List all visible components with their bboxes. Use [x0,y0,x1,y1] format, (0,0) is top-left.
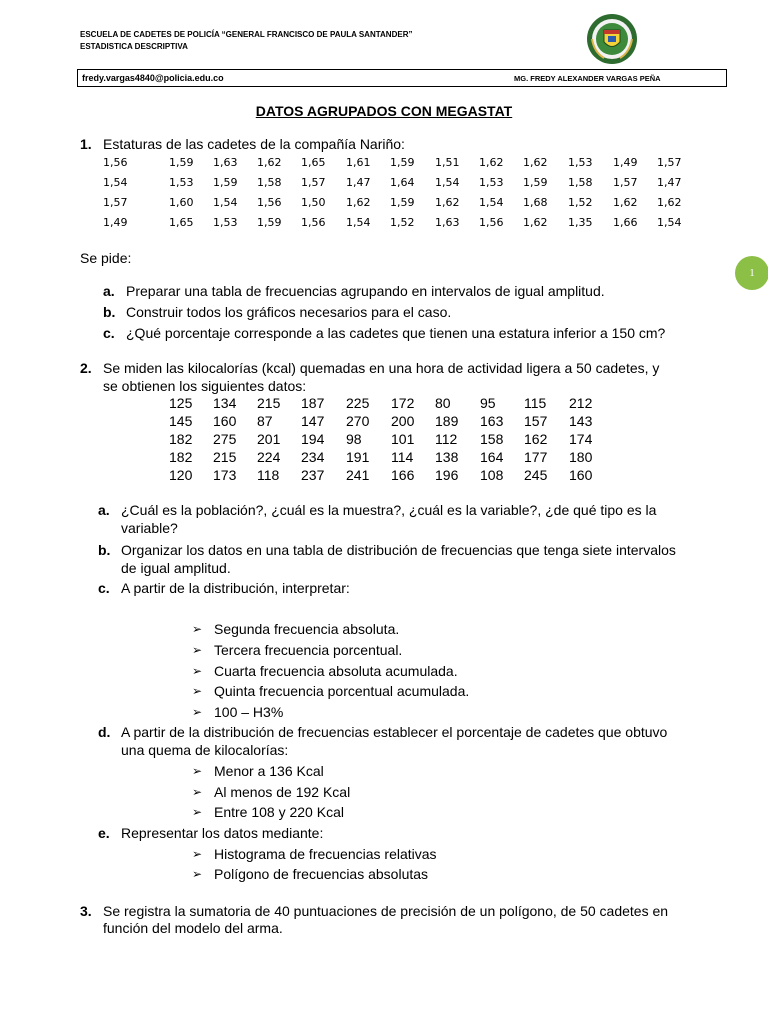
data-cell: 1,59 [257,216,282,229]
data-cell: 87 [257,413,273,429]
data-cell: 1,63 [213,156,238,169]
data-cell: 95 [480,395,496,411]
arrow-bullet-icon: ➢ [192,643,203,657]
ex2-item-b-line1: Organizar los datos en una tabla de distribución de frecuencias que tenga siete intervalos [121,542,676,558]
ex2-item-e-label: e. [98,825,110,841]
data-cell: 1,64 [390,176,415,189]
exercise-2-statement-line1: Se miden las kilocalorías (kcal) quemadas en una hora de actividad ligera a 50 cadetes, y [103,360,660,376]
data-cell: 1,62 [257,156,282,169]
data-cell: 196 [435,467,459,483]
data-cell: 1,65 [169,216,194,229]
data-cell: 1,53 [568,156,593,169]
data-cell: 1,59 [390,196,415,209]
data-cell: 1,62 [523,156,548,169]
data-cell: 1,56 [103,156,128,169]
data-cell: 180 [569,449,593,465]
contact-box [77,69,727,87]
data-cell: 1,58 [257,176,282,189]
data-cell: 234 [301,449,325,465]
data-cell: 182 [169,431,193,447]
ex2-c-bullet-2: Tercera frecuencia porcentual. [214,642,403,658]
data-cell: 112 [435,431,458,447]
data-cell: 1,60 [169,196,194,209]
data-cell: 163 [480,413,504,429]
data-cell: 1,61 [346,156,371,169]
data-cell: 1,51 [435,156,460,169]
ex2-item-b-label: b. [98,542,111,558]
data-cell: 1,54 [657,216,682,229]
data-cell: 80 [435,395,451,411]
data-cell: 174 [569,431,593,447]
exercise-1-statement: Estaturas de las cadetes de la compañía Nariño: [103,136,405,152]
school-name: ESCUELA DE CADETES DE POLICÍA “GENERAL FRANCISCO DE PAULA SANTANDER” [80,30,413,39]
data-cell: 1,62 [657,196,682,209]
data-cell: 1,53 [169,176,194,189]
data-cell: 215 [213,449,237,465]
data-cell: 158 [480,431,504,447]
ex2-item-c-label: c. [98,580,110,596]
data-cell: 1,57 [613,176,638,189]
arrow-bullet-icon: ➢ [192,664,203,678]
data-cell: 160 [213,413,237,429]
data-cell: 1,52 [390,216,415,229]
arrow-bullet-icon: ➢ [192,622,203,636]
data-cell: 1,62 [346,196,371,209]
data-cell: 194 [301,431,325,447]
data-cell: 143 [569,413,593,429]
ex2-e-bullet-1: Histograma de frecuencias relativas [214,846,437,862]
email-link[interactable]: fredy.vargas4840@policia.edu.co [82,73,224,83]
ex2-e-bullet-2: Polígono de frecuencias absolutas [214,866,429,882]
data-cell: 125 [169,395,193,411]
data-cell: 1,56 [479,216,504,229]
ex2-c-bullet-1: Segunda frecuencia absoluta. [214,621,400,637]
arrow-bullet-icon: ➢ [192,847,203,861]
data-cell: 1,54 [346,216,371,229]
police-seal-logo [584,12,640,66]
teacher-name: MG. FREDY ALEXANDER VARGAS PEÑA [514,74,661,83]
data-cell: 101 [391,431,415,447]
ex2-c-bullet-4: Quinta frecuencia porcentual acumulada. [214,683,470,699]
data-cell: 270 [346,413,370,429]
ex1-item-b-label: b. [103,304,116,320]
data-cell: 1,47 [657,176,682,189]
data-cell: 1,62 [479,156,504,169]
data-cell: 1,59 [523,176,548,189]
data-cell: 1,53 [479,176,504,189]
data-cell: 191 [346,449,370,465]
data-cell: 1,53 [213,216,238,229]
data-cell: 241 [346,467,370,483]
ex2-item-c-text: A partir de la distribución, interpretar: [121,580,350,596]
ex2-item-a-line1: ¿Cuál es la población?, ¿cuál es la muestra?, ¿cuál es la variable?, ¿de qué tipo es la [121,502,657,518]
data-cell: 1,35 [568,216,593,229]
arrow-bullet-icon: ➢ [192,785,203,799]
data-cell: 147 [301,413,325,429]
data-cell: 1,57 [657,156,682,169]
ex1-item-a-text: Preparar una tabla de frecuencias agrupando en intervalos de igual amplitud. [126,283,605,299]
data-cell: 1,62 [613,196,638,209]
ex2-item-d-line2: una quema de kilocalorías: [121,742,289,758]
data-cell: 1,62 [435,196,460,209]
exercise-2-statement-line2: se obtienen los siguientes datos: [103,378,307,394]
data-cell: 245 [524,467,548,483]
data-cell: 134 [213,395,237,411]
data-cell: 225 [346,395,370,411]
ex2-item-d-label: d. [98,724,111,740]
data-cell: 172 [391,395,415,411]
ex1-item-b-text: Construir todos los gráficos necesarios para el caso. [126,304,452,320]
data-cell: 1,49 [103,216,128,229]
data-cell: 1,59 [390,156,415,169]
data-cell: 1,50 [301,196,326,209]
ex2-c-bullet-3: Cuarta frecuencia absoluta acumulada. [214,663,458,679]
arrow-bullet-icon: ➢ [192,805,203,819]
data-cell: 1,66 [613,216,638,229]
data-cell: 177 [524,449,548,465]
data-cell: 1,68 [523,196,548,209]
data-cell: 1,65 [301,156,326,169]
data-cell: 1,54 [435,176,460,189]
data-cell: 1,52 [568,196,593,209]
ex1-item-a-label: a. [103,283,115,299]
exercise-3-line2: función del modelo del arma. [103,920,283,936]
ex2-d-bullet-1: Menor a 136 Kcal [214,763,324,779]
arrow-bullet-icon: ➢ [192,867,203,881]
data-cell: 145 [169,413,193,429]
ex2-d-bullet-2: Al menos de 192 Kcal [214,784,351,800]
data-cell: 138 [435,449,459,465]
arrow-bullet-icon: ➢ [192,684,203,698]
ex2-item-d-line1: A partir de la distribución de frecuencias establecer el porcentaje de cadetes que obtuvo [121,724,668,740]
data-cell: 118 [257,467,280,483]
exercise-1-number: 1. [80,136,92,152]
data-cell: 1,54 [479,196,504,209]
ex2-item-b-line2: de igual amplitud. [121,560,231,576]
exercise-2-number: 2. [80,360,92,376]
data-cell: 120 [169,467,193,483]
data-cell: 275 [213,431,237,447]
ex1-item-c-label: c. [103,325,115,341]
data-cell: 114 [391,449,414,465]
subject-name: ESTADISTICA DESCRIPTIVA [80,42,188,51]
data-cell: 201 [257,431,281,447]
data-cell: 115 [524,395,547,411]
data-cell: 1,54 [213,196,238,209]
exercise-3-number: 3. [80,903,92,919]
ex2-d-bullet-3: Entre 108 y 220 Kcal [214,804,344,820]
ex2-item-a-label: a. [98,502,110,518]
arrow-bullet-icon: ➢ [192,764,203,778]
page-title: DATOS AGRUPADOS CON MEGASTAT [255,103,513,119]
data-cell: 157 [524,413,548,429]
data-cell: 1,57 [301,176,326,189]
arrow-bullet-icon: ➢ [192,705,203,719]
data-cell: 1,59 [213,176,238,189]
data-cell: 1,63 [435,216,460,229]
page-number-badge: 1 [735,256,768,290]
data-cell: 162 [524,431,548,447]
data-cell: 166 [391,467,415,483]
data-cell: 1,56 [301,216,326,229]
data-cell: 182 [169,449,193,465]
data-cell: 1,47 [346,176,371,189]
data-cell: 98 [346,431,362,447]
data-cell: 173 [213,467,237,483]
data-cell: 1,59 [169,156,194,169]
data-cell: 108 [480,467,504,483]
data-cell: 212 [569,395,593,411]
exercise-3-line1: Se registra la sumatoria de 40 puntuaciones de precisión de un polígono, de 50 cadetes en [103,903,669,919]
ex2-item-a-line2: variable? [121,520,178,536]
data-cell: 1,56 [257,196,282,209]
data-cell: 164 [480,449,504,465]
data-cell: 1,54 [103,176,128,189]
data-cell: 237 [301,467,325,483]
ex2-item-e-text: Representar los datos mediante: [121,825,324,841]
data-cell: 215 [257,395,281,411]
data-cell: 1,58 [568,176,593,189]
ex2-c-bullet-5: 100 – H3% [214,704,284,720]
ex1-item-c-text: ¿Qué porcentaje corresponde a las cadetes que tienen una estatura inferior a 150 cm? [126,325,666,341]
data-cell: 160 [569,467,593,483]
data-cell: 1,57 [103,196,128,209]
data-cell: 187 [301,395,325,411]
se-pide-label: Se pide: [80,250,132,266]
data-cell: 200 [391,413,415,429]
data-cell: 1,62 [523,216,548,229]
data-cell: 189 [435,413,459,429]
data-cell: 224 [257,449,281,465]
data-cell: 1,49 [613,156,638,169]
